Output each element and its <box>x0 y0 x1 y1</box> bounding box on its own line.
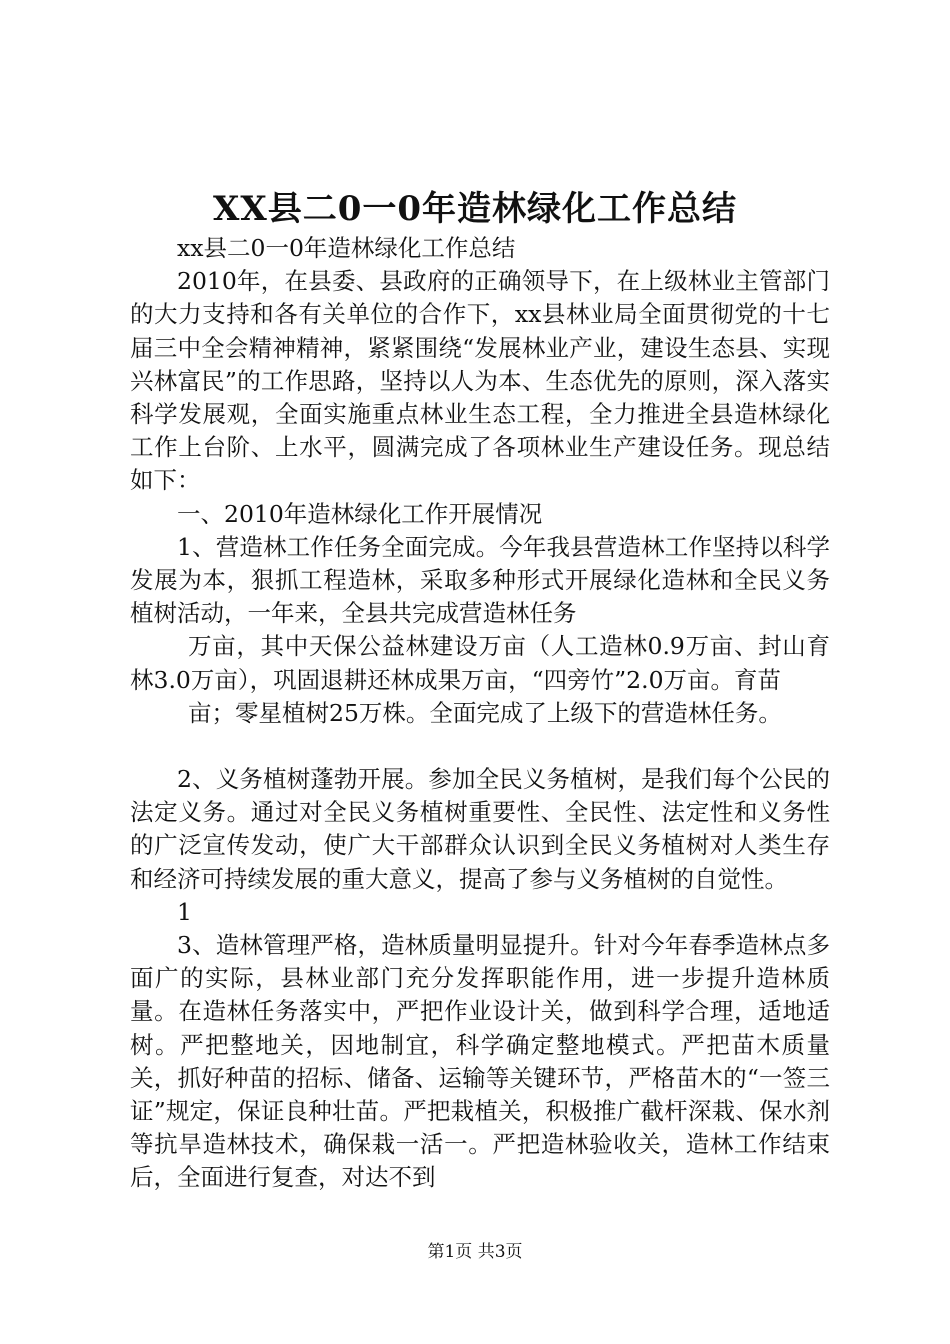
spacer <box>130 730 830 763</box>
document-body <box>130 232 830 1195</box>
document-title: XX县二0一0年造林绿化工作总结 <box>212 189 738 229</box>
paragraph-subtitle: xx县二0一0年造林绿化工作总结 <box>177 234 516 262</box>
paragraph-item-1-cont: 万亩，其中天保公益林建设万亩（人工造林0.9万亩、封山育林3.0万亩），巩固退耕还林成果万亩，“四旁竹”2.0万亩。育苗 <box>130 632 830 694</box>
paragraph-item-1-end: 亩；零星植树25万株。全面完成了上级下的营造林任务。 <box>188 698 782 727</box>
page-footer: 第1页 共3页 <box>427 1242 523 1262</box>
paragraph-item-3: 3、造林管理严格，造林质量明显提升。针对今年春季造林点多面广的实际，县林业部门充分发挥职能作用，进一步提升造林质量。在造林任务落实中，严把作业设计关，做到科学合理，适地适树。严把整地关，因地制宜，科学确定整地模式。严把苗木质量关，抓好种苗的招标、储备、运输等关键环节，严格苗木的“一签三证”规定，保证良种壮苗。严把栽植关，积极推广截杆深栽、保水剂等抗旱造林技术，确保栽一活一。严把造林验收关，造林工作结束后，全面进行复查，对达不到 <box>130 931 830 1192</box>
page-number-inline: 1 <box>177 897 192 926</box>
paragraph-item-2: 2、义务植树蓬勃开展。参加全民义务植树，是我们每个公民的法定义务。通过对全民义务植树重要性、全民性、法定性和义务性的广泛宣传发动，使广大干部群众认识到全民义务植树对人类生存和经济可持续发展的重大意义，提高了参与义务植树的自觉性。 <box>130 765 830 893</box>
section-heading-1: 一、2010年造林绿化工作开展情况 <box>177 499 543 528</box>
paragraph-intro: 2010年，在县委、县政府的正确领导下，在上级林业主管部门的大力支持和各有关单位的合作下，xx县林业局全面贯彻党的十七届三中全会精神精神，紧紧围绕“发展林业产业，建设生态县、实现兴林富民”的工作思路，坚持以人为本、生态优先的原则，深入落实科学发展观，全面实施重点林业生态工程，全力推进全县造林绿化工作上台阶、上水平，圆满完成了各项林业生产建设任务。现总结如下： <box>130 267 830 495</box>
paragraph-item-1: 1、营造林工作任务全面完成。今年我县营造林工作坚持以科学发展为本，狠抓工程造林，采取多种形式开展绿化造林和全民义务植树活动，一年来，全县共完成营造林任务 <box>130 532 830 628</box>
